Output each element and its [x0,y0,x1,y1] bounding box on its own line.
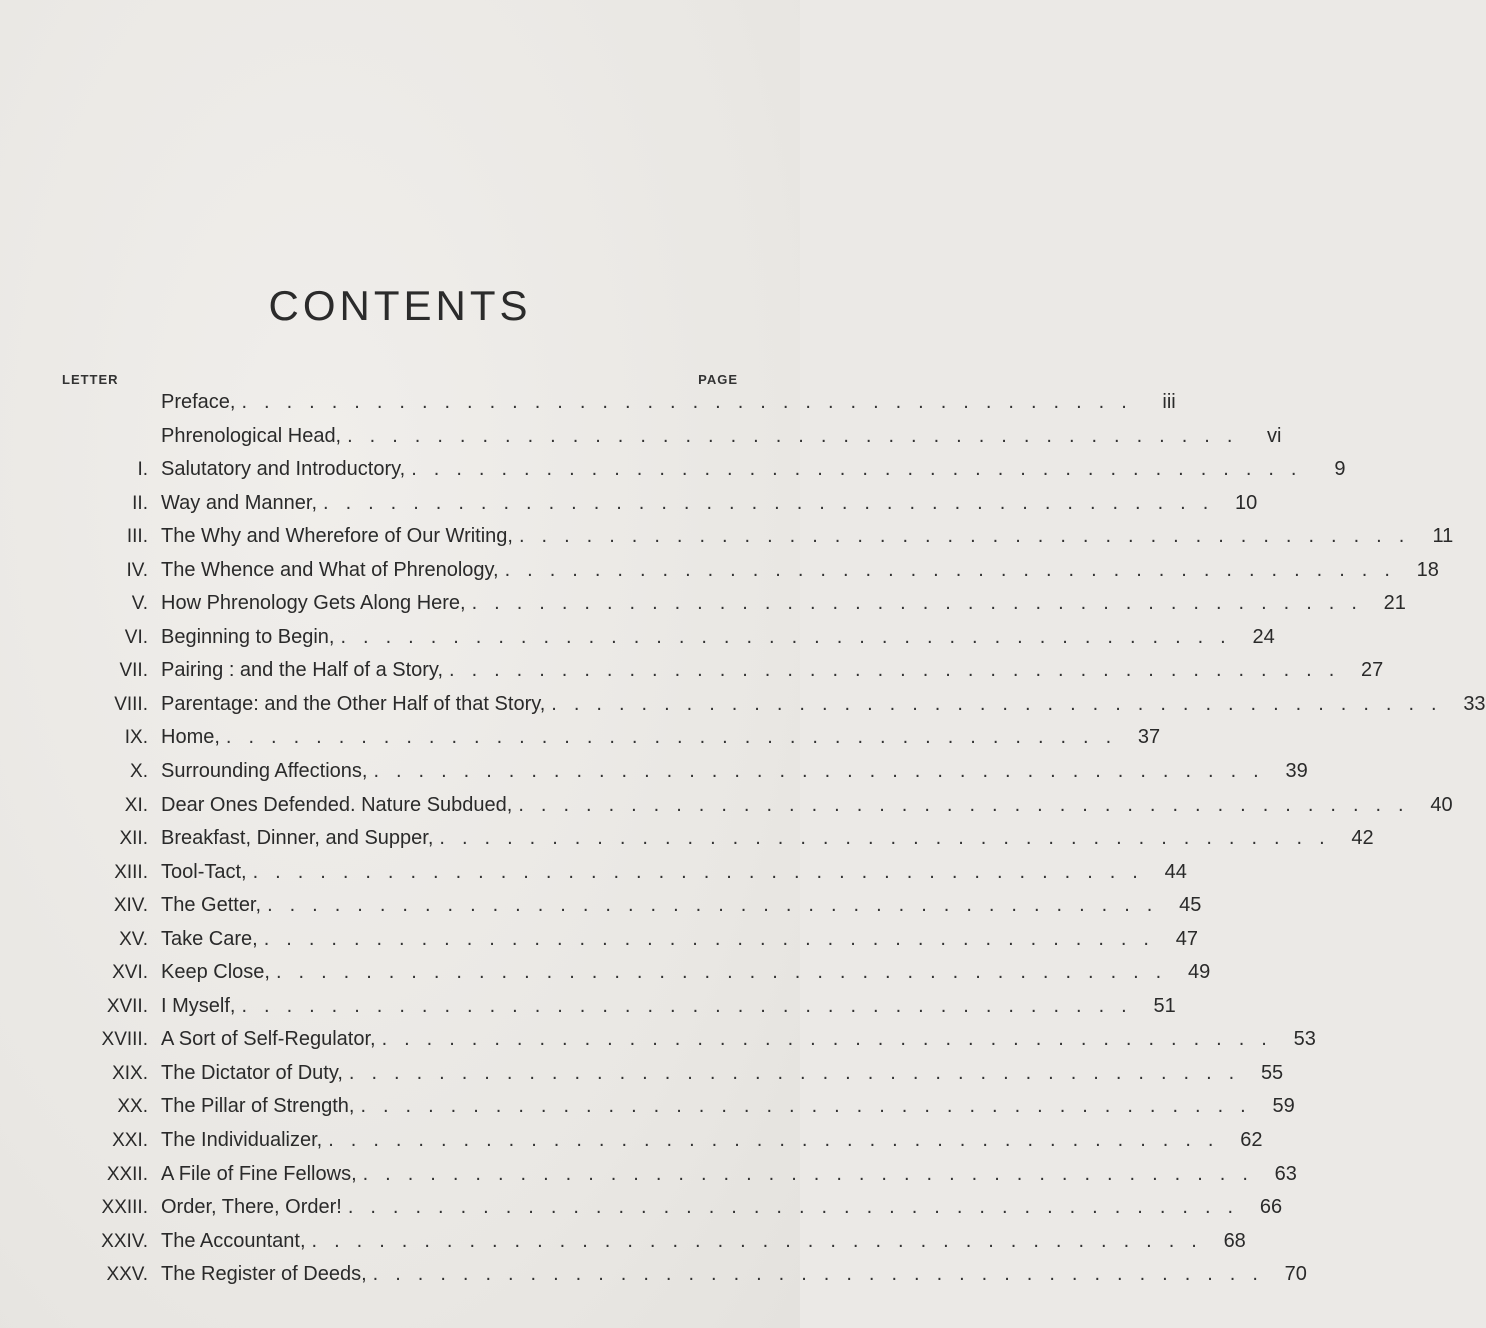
dot-leader: ........................................ [340,625,1243,648]
entry-title: The Dictator of Duty, [161,1061,343,1084]
page-number: 37 [1137,726,1161,749]
page-number: 9 [1334,458,1346,481]
toc-entry [0,520,1454,554]
page-number: 18 [1416,558,1439,581]
entry-title: Beginning to Begin, [161,625,335,648]
dot-leader: ........................................ [439,827,1342,850]
table-of-contents [0,386,1486,1292]
dot-leader: ........................................ [518,525,1422,548]
entry-line [161,990,1176,1024]
page-number: 70 [1284,1263,1307,1286]
dot-leader: ........................................ [323,491,1226,514]
entry-title: The Getter, [161,894,262,917]
page-number: 45 [1179,894,1202,917]
toc-entry [0,587,1406,621]
dot-leader: ........................................ [347,424,1250,447]
entry-title: The Why and Wherefore of Our Writing, [161,525,513,548]
entry-title: A File of Fine Fellows, [161,1162,357,1185]
letter-number: III. [126,526,148,548]
letter-number: VII. [119,660,148,682]
dot-leader: ........................................ [372,1263,1275,1286]
page-number: 10 [1235,491,1258,514]
letter-number: I. [137,459,148,481]
dot-leader: ........................................ [471,592,1374,615]
page-number: 39 [1285,760,1308,783]
page-number: 55 [1260,1061,1284,1084]
letter-number: XVI. [112,962,148,984]
entry-title: The Register of Deeds, [161,1263,367,1286]
dot-leader: ........................................ [348,1061,1252,1084]
letter-number: XIV. [113,895,148,917]
entry-title: Parentage: and the Other Half of that Story, [161,692,546,715]
entry-title: How Phrenology Gets Along Here, [161,592,466,615]
letter-number: XX. [117,1096,148,1118]
entry-line [161,587,1406,621]
entry-line [161,889,1202,923]
page-number: 24 [1252,625,1275,648]
page-number: 62 [1240,1129,1263,1152]
entry-title: The Pillar of Strength, [161,1095,355,1118]
toc-entry [0,1057,1284,1091]
dot-leader: ........................................ [241,994,1144,1017]
letter-number: VI. [124,626,148,648]
entry-title: Order, There, Order! [161,1196,342,1219]
toc-entry [0,1124,1263,1158]
toc-entry [0,956,1211,990]
entry-line [161,721,1161,755]
page-number: 47 [1175,927,1198,950]
toc-entry [0,889,1202,923]
letter-number: XXI. [112,1130,148,1152]
dot-leader: ........................................ [311,1229,1214,1252]
entry-line [161,1225,1246,1259]
entry-line [161,789,1453,823]
page-number: 33 [1463,692,1486,715]
entry-title: Phrenological Head, [161,424,342,447]
dot-leader: ........................................ [263,927,1166,950]
toc-entry [0,654,1384,688]
toc-entry [0,721,1161,755]
toc-entry [0,822,1374,856]
toc-entry [0,755,1308,789]
letter-number: XIX. [112,1062,148,1084]
entry-title: The Whence and What of Phrenology, [161,558,499,581]
letter-number: II. [132,492,148,514]
entry-line [161,1090,1295,1124]
dot-leader: ........................................ [504,558,1407,581]
page-number: iii [1162,391,1176,413]
entry-line [161,956,1211,990]
entry-line [161,1258,1307,1292]
page-number: 59 [1272,1095,1295,1118]
entry-title: Dear Ones Defended. Nature Subdued, [161,793,513,816]
entry-line [161,654,1384,688]
entry-title: Breakfast, Dinner, and Supper, [161,827,434,850]
toc-entry [0,1158,1297,1192]
entry-title: Preface, [161,391,236,413]
toc-entry [0,856,1187,890]
dot-leader: ........................................ [328,1129,1231,1152]
entry-line [161,487,1258,521]
dot-leader: ........................................ [381,1028,1284,1051]
page-number: vi [1266,424,1282,447]
page-number: 44 [1164,860,1187,883]
dot-leader: ........................................ [275,961,1179,984]
entry-line [161,923,1198,957]
page-number: 63 [1274,1162,1297,1185]
dot-leader: ........................................ [241,391,1144,413]
dot-leader: ........................................ [225,726,1129,749]
entry-title: I Myself, [161,994,236,1017]
toc-entry [0,1090,1295,1124]
page-number: 42 [1351,827,1374,850]
page-number: 68 [1223,1229,1246,1252]
toc-entry [0,487,1258,521]
letter-number: VIII. [114,693,148,715]
entry-line [161,386,1176,420]
page-number: 21 [1383,592,1406,615]
dot-leader: ........................................ [411,458,1314,481]
letter-number: XXV. [106,1264,148,1286]
page-number: 40 [1430,793,1453,816]
page-title: CONTENTS [268,282,532,329]
entry-line [161,621,1275,655]
letter-number: XIII. [114,861,148,883]
toc-entry [0,420,1282,454]
page-number: 53 [1293,1028,1316,1051]
dot-leader: ........................................ [252,860,1155,883]
page-number: 11 [1432,525,1454,548]
entry-line [161,1023,1316,1057]
toc-entry [0,688,1486,722]
toc-entry [0,1191,1283,1225]
page-number: 49 [1187,961,1211,984]
entry-line [161,688,1486,722]
entry-line [161,554,1439,588]
dot-leader: ........................................ [267,894,1170,917]
toc-entry [0,1258,1307,1292]
letter-number: XV. [119,928,148,950]
entry-title: Take Care, [161,927,258,950]
entry-title: Home, [161,726,220,749]
toc-entry [0,554,1439,588]
dot-leader: ........................................ [373,760,1276,783]
entry-line [161,1158,1297,1192]
dot-leader: ........................................ [551,692,1454,715]
entry-title: Pairing : and the Half of a Story, [161,659,444,682]
entry-title: Surrounding Affections, [161,760,368,783]
entry-line [161,755,1308,789]
letter-number: IX. [124,727,148,749]
entry-line [161,420,1282,454]
entry-title: Salutatory and Introductory, [161,458,406,481]
dot-leader: ........................................ [449,659,1352,682]
letter-number: XXII. [106,1163,148,1185]
letter-number: XVIII. [101,1029,148,1051]
letter-column-header: LETTER [62,372,119,387]
letter-number: XXIII. [101,1197,148,1219]
entry-line [161,1124,1263,1158]
letter-number: IV. [126,559,148,581]
entry-title: The Individualizer, [161,1129,323,1152]
entry-line [161,520,1454,554]
letter-number: XII. [119,828,148,850]
entry-title: Tool-Tact, [161,860,247,883]
page-number: 66 [1259,1196,1283,1219]
toc-entry [0,453,1346,487]
letter-number: XI. [124,794,148,816]
entry-line [161,453,1346,487]
entry-title: Keep Close, [161,961,270,984]
toc-entry [0,990,1176,1024]
toc-entry [0,386,1176,420]
dot-leader: ........................................ [362,1162,1265,1185]
entry-line [161,856,1187,890]
page-number: 27 [1361,659,1384,682]
entry-title: Way and Manner, [161,491,318,514]
dot-leader: ........................................ [518,793,1421,816]
toc-entry [0,1023,1316,1057]
entry-line [161,822,1374,856]
toc-entry [0,789,1453,823]
page-column-header: PAGE [698,372,738,387]
letter-number: XVII. [106,995,148,1017]
dot-leader: ........................................ [347,1196,1251,1219]
entry-title: The Accountant, [161,1229,306,1252]
toc-entry [0,1225,1246,1259]
toc-entry [0,621,1275,655]
dot-leader: ........................................ [360,1095,1263,1118]
entry-line [161,1191,1283,1225]
letter-number: XXIV. [101,1230,148,1252]
entry-line [161,1057,1284,1091]
toc-entry [0,923,1198,957]
letter-number: V. [131,593,148,615]
letter-number: X. [130,761,148,783]
entry-title: A Sort of Self-Regulator, [161,1028,376,1051]
page-number: 51 [1153,994,1176,1017]
